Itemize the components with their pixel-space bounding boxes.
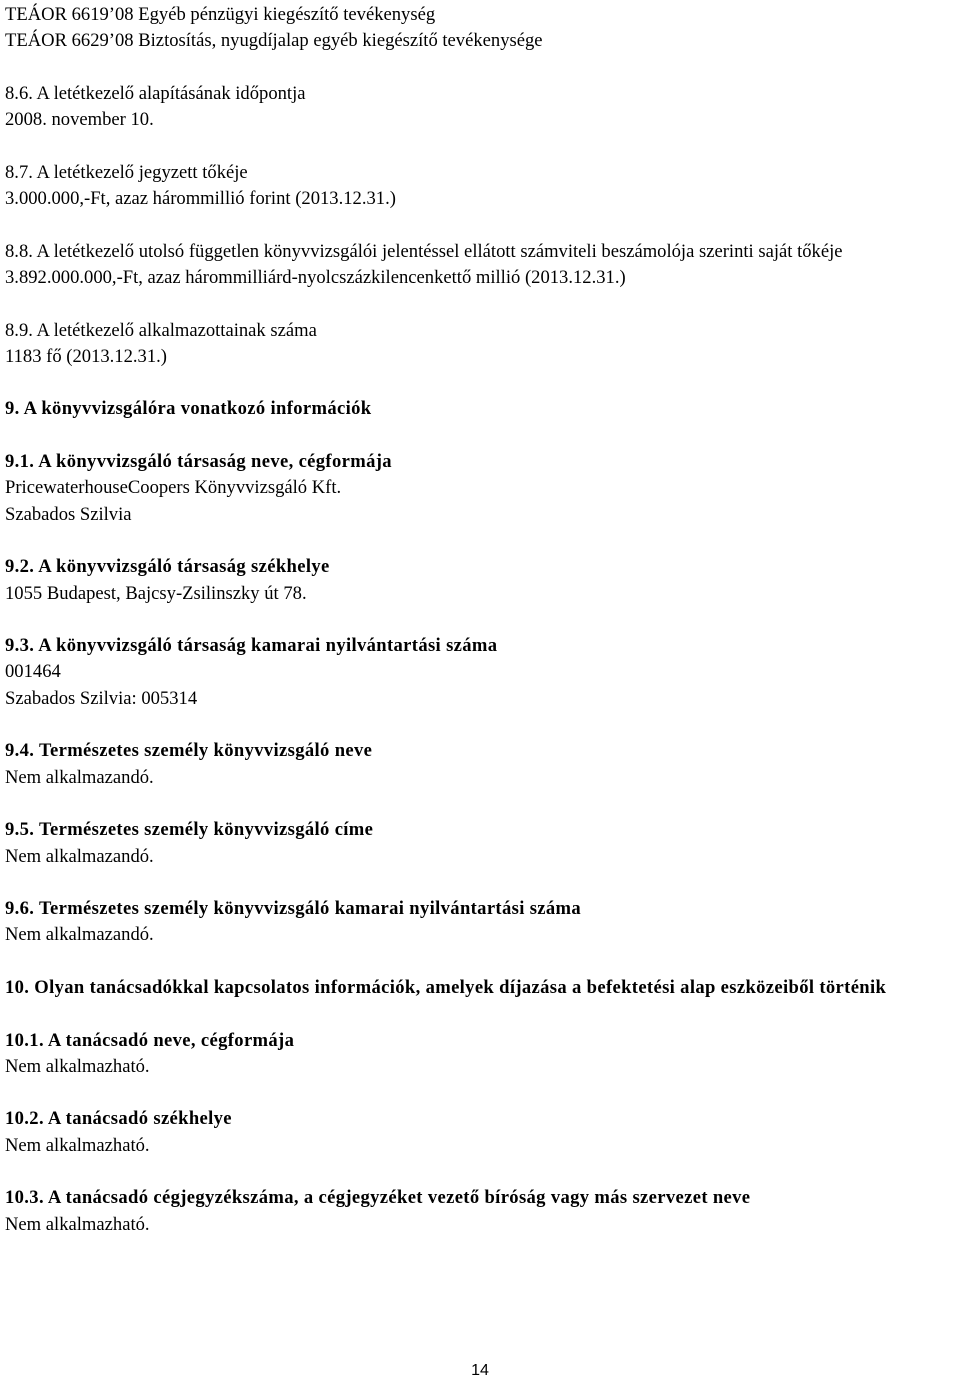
teaor-line-2: TEÁOR 6629’08 Biztosítás, nyugdíjalap egyéb kiegészítő tevékenysége: [5, 30, 543, 52]
section-10-1-heading: 10.1. A tanácsadó neve, cégformája: [5, 1029, 295, 1051]
section-9-3-value-company: 001464: [5, 661, 61, 683]
document-page: [5, 2, 955, 1238]
section-9-heading: 9. A könyvvizsgálóra vonatkozó információk: [5, 398, 372, 420]
section-8-7-heading: 8.7. A letétkezelő jegyzett tőkéje: [5, 161, 248, 183]
section-9-6-value: Nem alkalmazandó.: [5, 924, 154, 946]
teaor-line-1: TEÁOR 6619’08 Egyéb pénzügyi kiegészítő tevékenység: [5, 4, 436, 25]
section-9-4-heading: 9.4. Természetes személy könyvvizsgáló neve: [5, 740, 373, 762]
section-8-8-heading: 8.8. A letétkezelő utolsó független könyvvizsgálói jelentéssel ellátott számviteli beszámolója szerinti saját tőkéje: [5, 240, 843, 262]
section-9-5-value: Nem alkalmazandó.: [5, 845, 154, 867]
section-8-9-heading: 8.9. A letétkezelő alkalmazottainak száma: [5, 319, 317, 341]
section-10-heading: 10. Olyan tanácsadókkal kapcsolatos információk, amelyek díjazása a befektetési alap eszközeiből történik: [5, 976, 887, 998]
section-8-8-value: 3.892.000.000,-Ft, azaz hárommilliárd-nyolcszázkilencenkettő millió (2013.12.31.): [5, 266, 626, 288]
section-10-3-value: Nem alkalmazható.: [5, 1213, 150, 1235]
page-number: 14: [471, 1362, 489, 1379]
section-10-2-heading: 10.2. A tanácsadó székhelye: [5, 1108, 232, 1130]
section-10-1-value: Nem alkalmazható.: [5, 1055, 150, 1077]
section-8-9-value: 1183 fő (2013.12.31.): [5, 345, 167, 367]
section-9-5-heading: 9.5. Természetes személy könyvvizsgáló címe: [5, 819, 374, 841]
section-9-6-heading: 9.6. Természetes személy könyvvizsgáló kamarai nyilvántartási száma: [5, 898, 582, 920]
section-9-1-heading: 9.1. A könyvvizsgáló társaság neve, cégformája: [5, 451, 392, 473]
section-9-4-value: Nem alkalmazandó.: [5, 766, 154, 788]
section-9-2-value: 1055 Budapest, Bajcsy-Zsilinszky út 78.: [5, 582, 307, 604]
section-9-3-value-person: Szabados Szilvia: 005314: [5, 687, 198, 709]
section-9-1-value-person: Szabados Szilvia: [5, 503, 132, 525]
section-9-3-heading: 9.3. A könyvvizsgáló társaság kamarai nyilvántartási száma: [5, 635, 498, 657]
section-10-3-heading: 10.3. A tanácsadó cégjegyzékszáma, a cégjegyzéket vezető bíróság vagy más szervezet neve: [5, 1187, 751, 1209]
section-8-6-heading: 8.6. A letétkezelő alapításának időpontja: [5, 82, 306, 104]
section-9-2-heading: 9.2. A könyvvizsgáló társaság székhelye: [5, 556, 330, 578]
section-8-6-value: 2008. november 10.: [5, 109, 154, 131]
section-8-7-value: 3.000.000,-Ft, azaz hárommillió forint (2013.12.31.): [5, 188, 396, 210]
section-10-2-value: Nem alkalmazható.: [5, 1134, 150, 1156]
section-9-1-value-company: PricewaterhouseCoopers Könyvvizsgáló Kft.: [5, 477, 342, 499]
